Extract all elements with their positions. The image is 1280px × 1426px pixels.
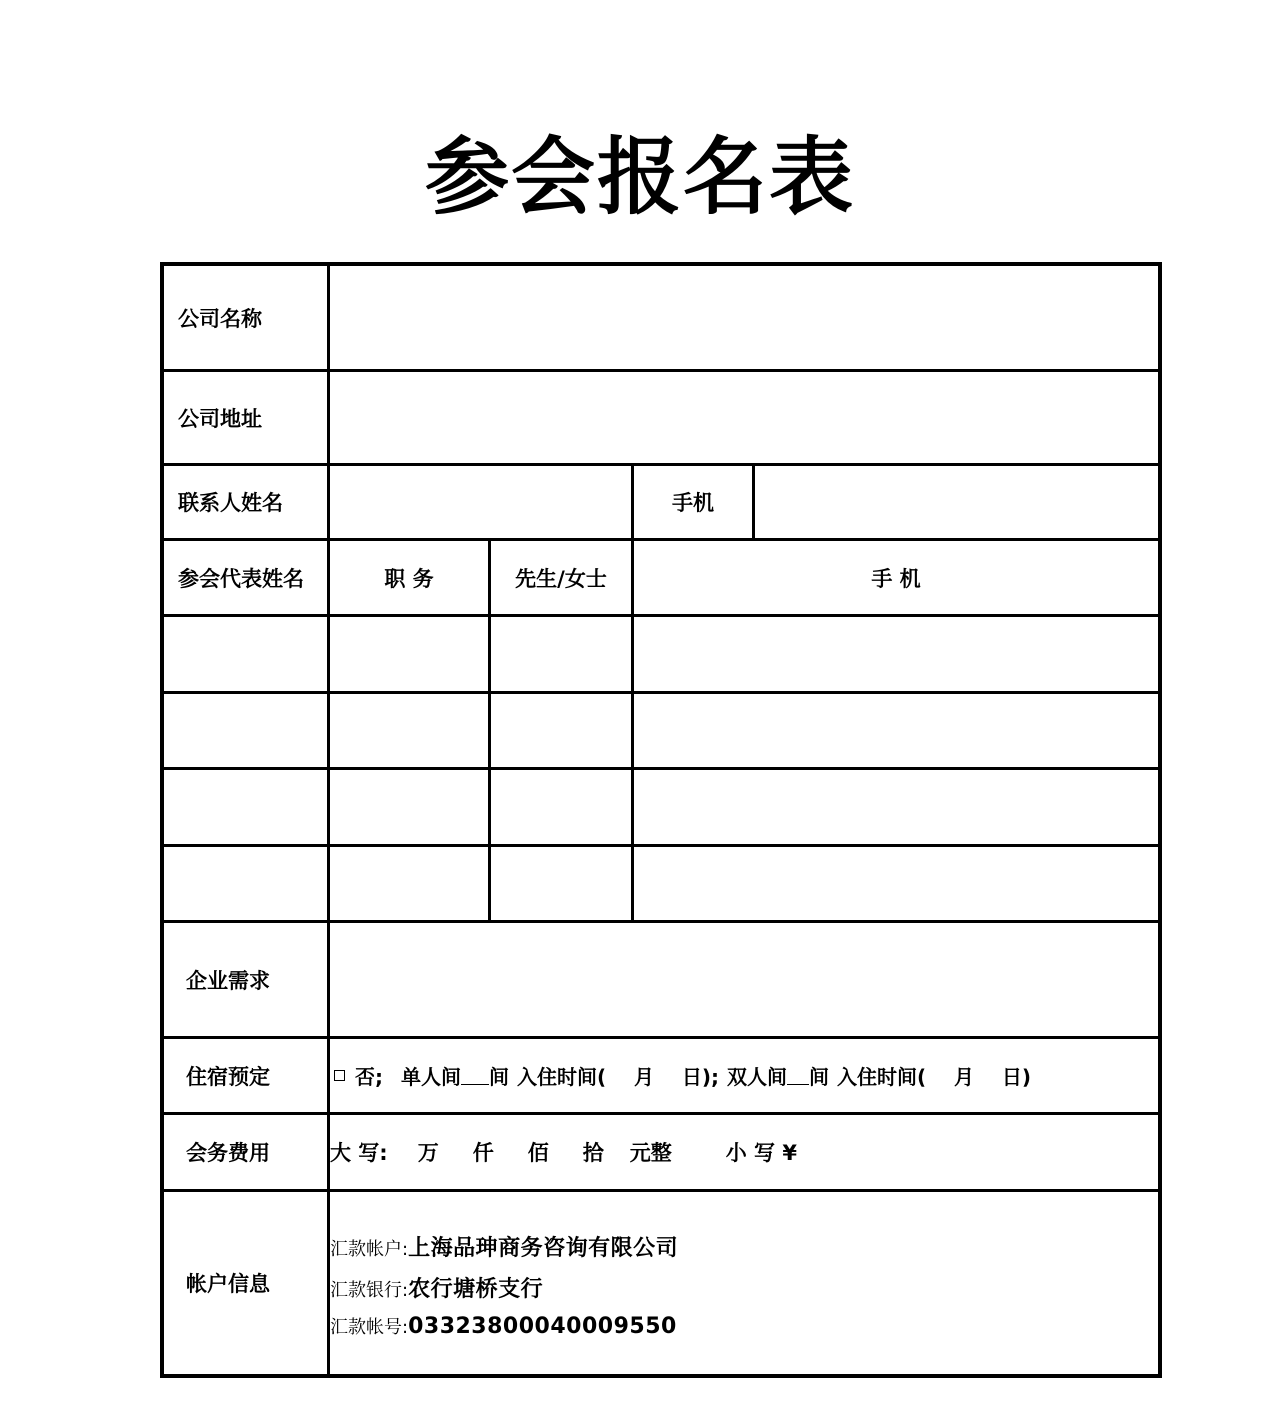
double-room-label: 双人间 xyxy=(726,1065,787,1089)
attendee-salutation-input[interactable] xyxy=(491,770,631,844)
fee-lower-label: 小 写 ¥ xyxy=(725,1141,797,1165)
attendee-name-input[interactable] xyxy=(164,694,327,767)
fee-shi: 拾 xyxy=(582,1141,604,1165)
double-checkin-label: 入住时间 xyxy=(836,1065,917,1089)
account-info-label: 帐户信息 xyxy=(186,1272,270,1296)
fee-capital-label: 大 写: xyxy=(330,1141,388,1165)
fee-qian: 仟 xyxy=(472,1141,494,1165)
single-room-unit: 间 xyxy=(489,1065,509,1089)
salutation-header: 先生/女士 xyxy=(515,566,607,591)
accommodation-label: 住宿预定 xyxy=(186,1064,270,1089)
account-bank-value: 农行塘桥支行 xyxy=(408,1277,544,1302)
attendee-name-input[interactable] xyxy=(164,770,327,844)
attendee-position-input[interactable] xyxy=(330,694,488,767)
company-name-field[interactable] xyxy=(330,266,1158,369)
position-header: 职 务 xyxy=(384,566,434,591)
attendee-salutation-input[interactable] xyxy=(491,617,631,691)
company-address-label: 公司地址 xyxy=(178,406,262,431)
attendee-salutation-input[interactable] xyxy=(491,847,631,920)
account-payee-label: 汇款帐户: xyxy=(330,1239,409,1260)
fee-label: 会务费用 xyxy=(186,1141,270,1165)
single-room-count-blank[interactable] xyxy=(461,1066,489,1085)
account-info-block xyxy=(330,1192,1158,1374)
account-number-label: 汇款帐号: xyxy=(330,1317,409,1338)
attendee-phone-input[interactable] xyxy=(634,770,1158,844)
account-number-row xyxy=(330,1313,677,1339)
company-address-field[interactable] xyxy=(330,372,1158,463)
fee-bai: 佰 xyxy=(527,1141,549,1165)
fee-wan: 万 xyxy=(417,1141,439,1165)
account-number-value: 03323800040009550 xyxy=(408,1314,677,1339)
double-checkin-date: ( 月 日) xyxy=(916,1065,1031,1089)
attendee-phone-header: 手 机 xyxy=(871,566,921,591)
company-name-label: 公司名称 xyxy=(178,306,262,331)
account-bank-label: 汇款银行: xyxy=(330,1280,409,1301)
registration-form-table xyxy=(160,262,1162,1378)
single-checkin-date: ( 月 日); xyxy=(597,1065,719,1089)
requirements-label: 企业需求 xyxy=(186,968,270,993)
double-room-unit: 间 xyxy=(808,1065,829,1089)
attendee-phone-input[interactable] xyxy=(634,847,1158,920)
attendee-name-input[interactable] xyxy=(164,617,327,691)
double-room-count-blank[interactable] xyxy=(787,1066,809,1085)
fee-yuan: 元整 xyxy=(629,1141,672,1165)
contact-name-label: 联系人姓名 xyxy=(178,491,283,515)
account-payee-value: 上海品珅商务咨询有限公司 xyxy=(408,1236,679,1261)
account-payee-row xyxy=(330,1231,678,1262)
attendee-phone-input[interactable] xyxy=(634,694,1158,767)
contact-phone-label: 手机 xyxy=(672,491,714,515)
accommodation-options xyxy=(330,1039,1158,1112)
attendee-name-header: 参会代表姓名 xyxy=(178,566,304,591)
fee-amount xyxy=(330,1115,1158,1189)
attendee-position-input[interactable] xyxy=(330,770,488,844)
contact-name-field[interactable] xyxy=(330,466,631,538)
attendee-salutation-input[interactable] xyxy=(491,694,631,767)
no-accommodation-label: 否; xyxy=(355,1065,383,1089)
account-bank-row xyxy=(330,1272,543,1303)
attendee-name-input[interactable] xyxy=(164,847,327,920)
attendee-position-input[interactable] xyxy=(330,617,488,691)
page-title: 参会报名表 xyxy=(424,128,855,226)
attendee-position-input[interactable] xyxy=(330,847,488,920)
requirements-field[interactable] xyxy=(330,923,1158,1036)
single-room-label: 单人间 xyxy=(401,1065,461,1089)
single-checkin-label: 入住时间 xyxy=(517,1065,597,1089)
contact-phone-field[interactable] xyxy=(755,466,1158,538)
attendee-phone-input[interactable] xyxy=(634,617,1158,691)
no-accommodation-checkbox[interactable] xyxy=(334,1070,345,1081)
